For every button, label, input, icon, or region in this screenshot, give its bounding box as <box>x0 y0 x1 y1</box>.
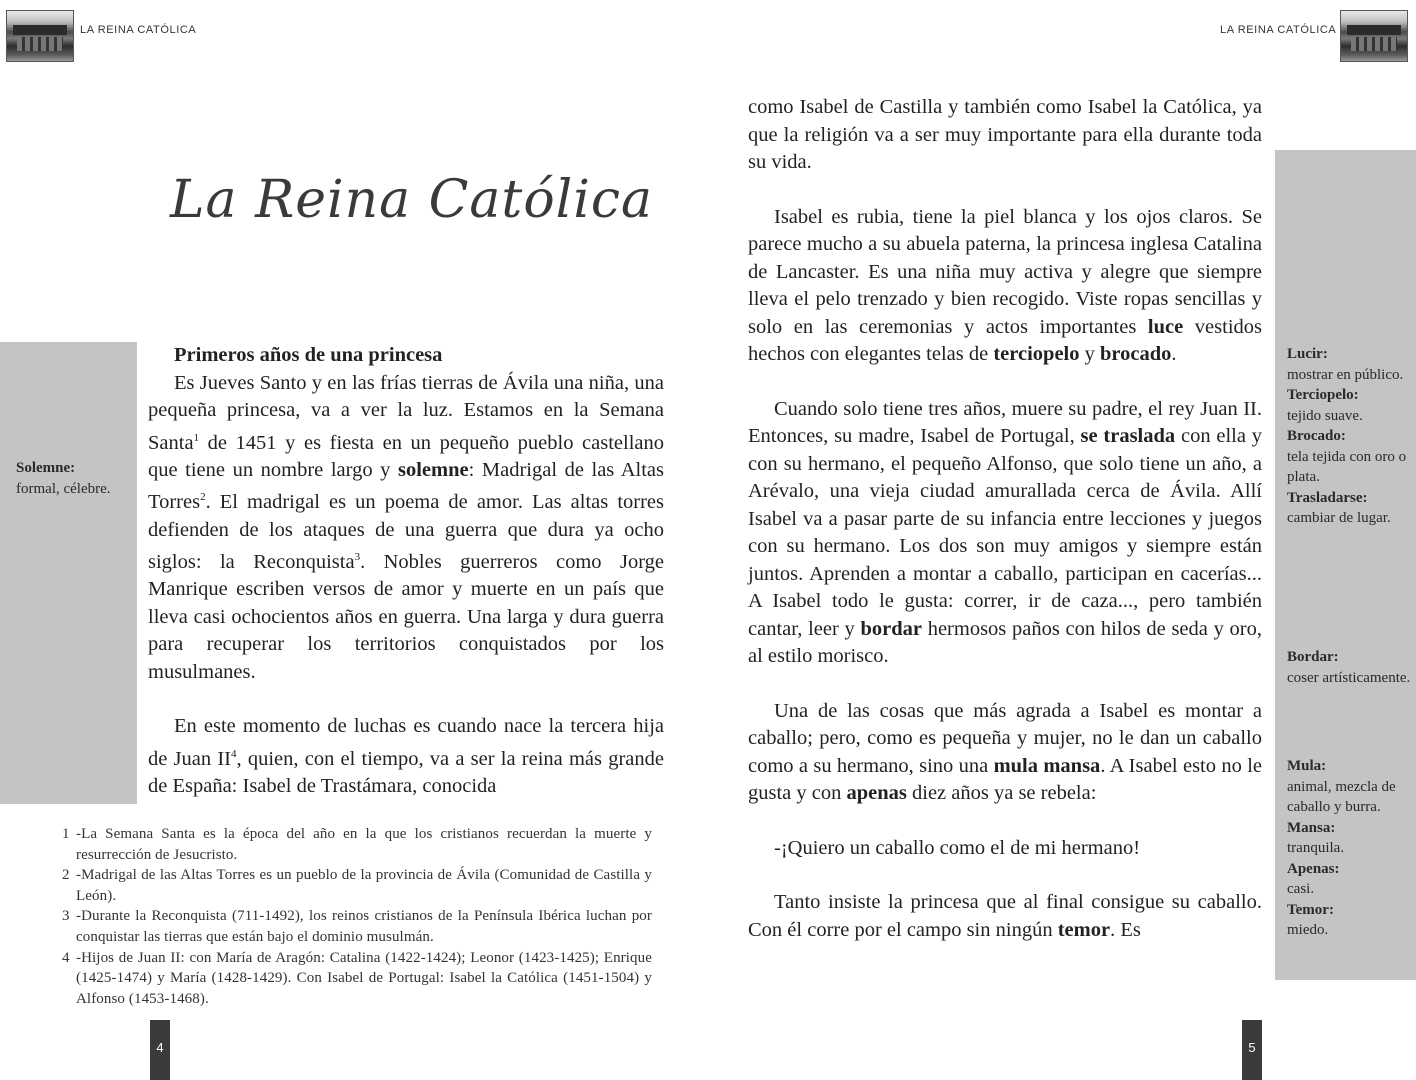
footnote-text: -Madrigal de las Altas Torres es un pueblo de la provincia de Ávila (Comunidad de Castilla y León). <box>76 867 652 904</box>
glossary-definition: miedo. <box>1287 922 1329 938</box>
running-header: LA REINA CATÓLICA <box>1220 24 1337 36</box>
text-run: . Es <box>1110 918 1141 941</box>
glossary-term: Solemne: <box>16 460 76 476</box>
page-number: 4 <box>150 1020 170 1080</box>
glossary-group <box>1287 344 1413 529</box>
text-run: y <box>1079 343 1100 365</box>
paragraph <box>148 713 664 800</box>
text-run: . El madrigal es un poema de amor. Las altas torres defienden de los ataques de una guerra que dura ya ocho siglos: la Reconquista <box>148 491 664 573</box>
footnote-ref: 4 <box>231 747 237 760</box>
glossary-term: Mansa: <box>1287 819 1336 836</box>
glossed-word: brocado <box>1100 343 1172 365</box>
glossed-word: apenas <box>846 782 907 804</box>
paragraph <box>748 889 1262 944</box>
glossary-definition: coser artísticamente. <box>1287 669 1411 686</box>
glossary-term: Apenas: <box>1287 860 1340 877</box>
chapter-title: La Reina Católica <box>170 170 654 230</box>
glossary-group <box>1287 756 1413 941</box>
glossary-term: Terciopelo: <box>1287 387 1359 403</box>
glossary-term: Mula: <box>1287 758 1327 774</box>
text-run: , quien, con el tiempo, va a ser la reina más grande de España: Isabel de Trastámara, conocida <box>148 747 664 798</box>
glossed-word: mula mansa <box>993 754 1101 777</box>
glossary-definition: cambiar de lugar. <box>1287 510 1391 526</box>
glossary-definition: casi. <box>1287 881 1315 897</box>
glossary-term: Bordar: <box>1287 649 1339 665</box>
footnote-number: 1 <box>62 826 70 842</box>
glossary-term: Lucir: <box>1287 346 1328 362</box>
text-run: de 1451 y es fiesta en un pequeño pueblo castellano que tiene un nombre largo y <box>148 431 664 481</box>
glossary-group <box>1287 647 1413 688</box>
glossary-definition: animal, mezcla de caballo y burra. <box>1287 778 1396 815</box>
text-run: como Isabel de Castilla y también como Isabel la Católica, ya que la religión va a ser muy importante para ella durante toda su vida. <box>748 96 1262 173</box>
footnote-number: 3 <box>62 908 70 925</box>
glossary-definition: formal, célebre. <box>16 480 111 497</box>
body-text <box>148 342 664 801</box>
glossary-term: Temor: <box>1287 901 1334 918</box>
text-run: vestidos hechos con elegantes telas de <box>748 315 1262 365</box>
paragraph <box>748 396 1262 671</box>
glossary-definition: tela tejida con oro o plata. <box>1287 448 1407 485</box>
paragraph <box>748 94 1262 177</box>
glossed-word: terciopelo <box>993 343 1080 365</box>
right-page <box>708 0 1416 1080</box>
footnote-ref: 1 <box>193 431 200 444</box>
text-run: con ella y con su hermano, el pequeño Alfonso, que solo tiene un año, a Arévalo, una vieja ciudad amurallada cerca de Ávila. Allí Isabel va a pasar parte de su infancia entre lecciones y juegos con su hermano. Los dos son muy amigos y siempre están juntos. Aprenden a montar a caballo, participan en cacerías... A Isabel todo le gusta: correr, ir de caza..., pero también cantar, leer y <box>748 425 1263 640</box>
text-run: Una de las cosas que más agrada a Isabel es montar a caballo; pero, como es pequeña y mujer, no le dan un caballo como a su hermano, sino una <box>748 699 1262 777</box>
footnote <box>62 824 652 865</box>
text-run: . Nobles guerreros como Jorge Manrique escriben versos de amor y muerte en un país que lleva casi ochocientos años en guerra. Una larga y dura guerra para recuperar los territorios conquistados por los musulmanes. <box>148 550 664 683</box>
page-number: 5 <box>1242 1020 1262 1080</box>
text-run: diez años ya se rebela: <box>906 782 1097 804</box>
footnote-text: -Durante la Reconquista (711-1492), los reinos cristianos de la Península Ibérica luchan por conquistar las tierras que están bajo el dominio musulmán. <box>76 908 652 945</box>
castle-thumbnail-image <box>6 10 74 62</box>
paragraph <box>148 370 664 687</box>
glossary-definition: tranquila. <box>1287 840 1345 856</box>
text-run: -¡Quiero un caballo como el de mi hermano! <box>774 836 1141 859</box>
text-run: Isabel es rubia, tiene la piel blanca y los ojos claros. Se parece mucho a su abuela paterna, la princesa inglesa Catalina de Lancaster. Es una niña muy activa y alegre que siempre lleva el pelo trenzado y bien recogido. Viste ropas sencillas y solo en las ceremonias y actos importantes <box>748 205 1262 338</box>
footnotes <box>62 824 652 1009</box>
glossary-sidebar <box>1275 150 1416 980</box>
footnote-text: -La Semana Santa es la época del año en la que los cristianos recuerdan la muerte y resurrección de Jesucristo. <box>76 826 652 863</box>
paragraph <box>748 835 1262 863</box>
glossary-term: Trasladarse: <box>1287 489 1368 506</box>
footnote <box>62 948 652 1010</box>
section-heading: Primeros años de una princesa <box>174 344 443 366</box>
glossed-word: solemne <box>398 458 469 481</box>
glossary-term: Brocado: <box>1287 428 1346 444</box>
text-run: Tanto insiste la princesa que al final consigue su caballo. Con él corre por el campo sin ningún <box>748 891 1262 941</box>
glossary-definition: tejido suave. <box>1287 407 1363 424</box>
glossary-sidebar <box>0 342 137 804</box>
text-run: . A Isabel esto no le gusta y con <box>748 754 1262 804</box>
paragraph <box>748 698 1262 808</box>
running-header: LA REINA CATÓLICA <box>80 24 197 36</box>
text-run: Es Jueves Santo y en las frías tierras de Ávila una niña, una pequeña princesa, va a ver la luz. Estamos en la Semana Santa <box>148 371 664 454</box>
glossed-word: luce <box>1147 315 1184 338</box>
footnote <box>62 865 652 906</box>
footnote-number: 2 <box>62 867 70 884</box>
footnote-ref: 2 <box>200 491 206 504</box>
footnote-number: 4 <box>62 949 70 966</box>
body-text <box>748 94 1262 944</box>
glossed-word: temor <box>1057 918 1111 941</box>
glossed-word: bordar <box>860 617 922 640</box>
footnote <box>62 906 652 947</box>
footnote-text: -Hijos de Juan II: con María de Aragón: Catalina (1422-1424); Leonor (1423-1425); Enrique (1425-1474) y María (1428-1429). Con Isabel de Portugal: Isabel la Católica (1451-1504) y Alfonso (1453-1468). <box>76 949 652 1007</box>
text-run: : Madrigal de las Altas Torres <box>148 458 664 514</box>
text-run: . <box>1171 343 1177 365</box>
text-run: En este momento de luchas es cuando nace la tercera hija de Juan II <box>148 715 664 770</box>
text-run: Cuando solo tiene tres años, muere su padre, el rey Juan II. Entonces, su madre, Isabel de Portugal, <box>748 397 1262 447</box>
text-run: hermosos paños con hilos de seda y oro, al estilo morisco. <box>748 617 1263 667</box>
castle-thumbnail-image <box>1340 10 1408 62</box>
glossary-entries <box>16 458 134 499</box>
glossed-word: se traslada <box>1080 425 1176 447</box>
paragraph <box>748 204 1262 369</box>
footnote-ref: 3 <box>354 551 361 564</box>
glossary-definition: mostrar en público. <box>1287 366 1404 383</box>
